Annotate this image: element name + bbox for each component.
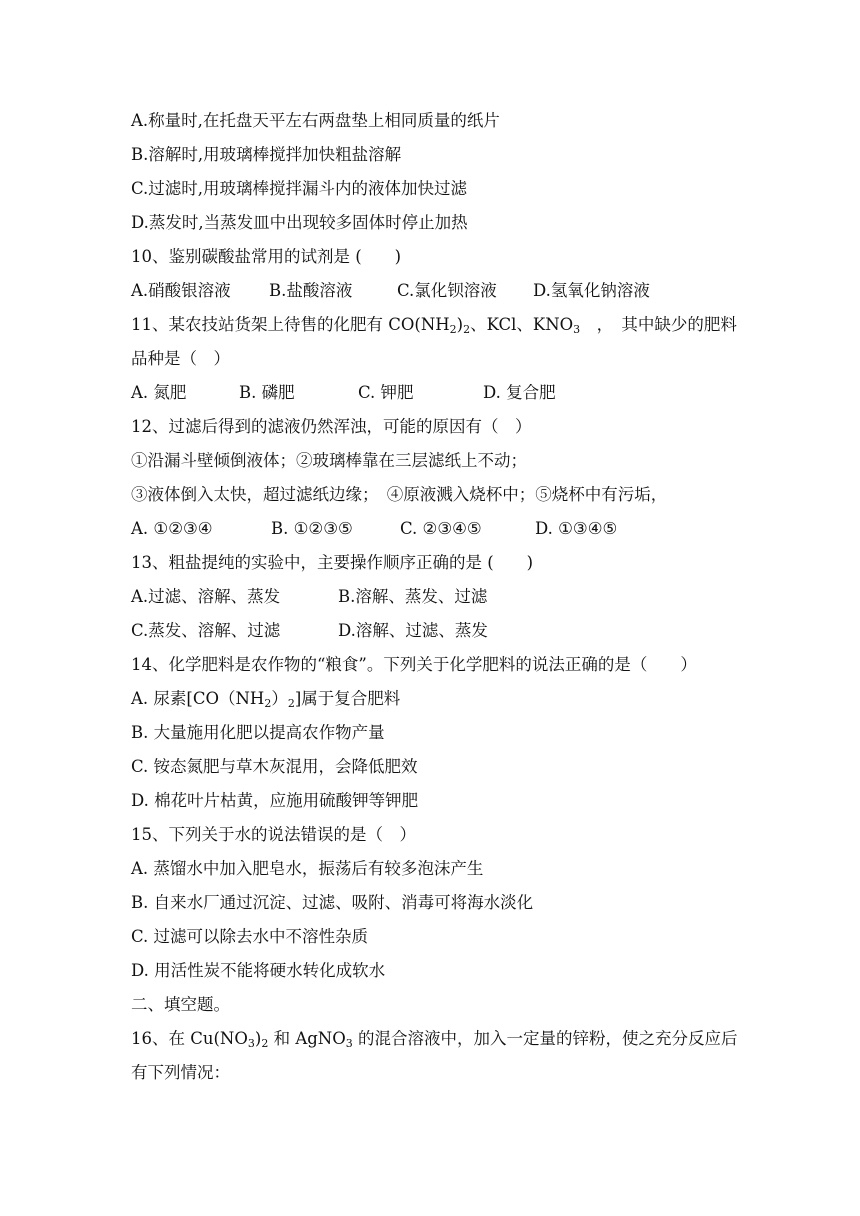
q11-option-d: D. 复合肥	[483, 383, 556, 402]
q11-options	[131, 383, 556, 403]
q12-statement-1: ①沿漏斗壁倾倒液体；②玻璃棒靠在三层滤纸上不动；	[131, 451, 527, 470]
q13-option-c: C.蒸发、溶解、过滤	[131, 621, 281, 640]
q15-option-c: C. 过滤可以除去水中不溶性杂质	[131, 927, 369, 946]
q15-option-b: B. 自来水厂通过沉淀、过滤、吸附、消毒可将海水淡化	[131, 893, 534, 912]
q12-option-c: C. ②③④⑤	[400, 519, 482, 538]
q10-option-d: D.氢氧化钠溶液	[533, 281, 650, 300]
q11-option-a: A. 氮肥	[131, 383, 187, 402]
q11-stem: 11、某农技站货架上待售的化肥有 $CO(NH_2)_2$、KCl、$KNO_3$ ， 其中缺少的肥料	[131, 315, 737, 336]
q15-option-a: A. 蒸馏水中加入肥皂水，振荡后有较多泡沫产生	[131, 859, 484, 878]
q13-options-row2	[131, 621, 488, 641]
q14-option-b: B. 大量施用化肥以提高农作物产量	[131, 723, 385, 742]
q13-option-d: D.溶解、过滤、蒸发	[338, 621, 488, 640]
q14-option-c: C. 铵态氮肥与草木灰混用，会降低肥效	[131, 757, 418, 776]
section-heading-fill-in: 二、填空题。	[131, 995, 230, 1014]
q9-option-b: B.溶解时,用玻璃棒搅拌加快粗盐溶解	[131, 145, 402, 164]
q12-stem: 12、过滤后得到的滤液仍然浑浊，可能的原因有（ ）	[131, 417, 532, 436]
q14-stem: 14、化学肥料是农作物的“粮食”。下列关于化学肥料的说法正确的是（ ）	[131, 655, 697, 674]
q14-option-a: A. 尿素$[CO(NH_2)_2]$属于复合肥料	[131, 689, 401, 710]
q16-stem: 16、在 $Cu(NO_3)_2$ 和 AgNO$_3$ 的混合溶液中，加入一定量的锌粉，使之充分反应后	[131, 1029, 738, 1050]
q11-option-c: C. 钾肥	[358, 383, 414, 402]
q16-stem-continued: 有下列情况：	[131, 1063, 230, 1082]
q13-options-row1	[131, 587, 487, 607]
q10-option-b: B.盐酸溶液	[269, 281, 353, 300]
q10-option-a: A.硝酸银溶液	[131, 281, 231, 300]
q12-options	[131, 519, 617, 539]
q14-option-d: D. 棉花叶片枯黄，应施用硫酸钾等钾肥	[131, 791, 419, 810]
q13-stem: 13、粗盐提纯的实验中，主要操作顺序正确的是 ( )	[131, 553, 534, 572]
q10-options	[131, 281, 650, 301]
q9-option-d: D.蒸发时,当蒸发皿中出现较多固体时停止加热	[131, 213, 468, 232]
q12-option-b: B. ①②③⑤	[271, 519, 353, 538]
q10-stem: 10、鉴别碳酸盐常用的试剂是 ( )	[131, 247, 402, 266]
q12-option-d: D. ①③④⑤	[535, 519, 618, 538]
q11-option-b: B. 磷肥	[239, 383, 295, 402]
q12-option-a: A. ①②③④	[131, 519, 213, 538]
q13-option-b: B.溶解、蒸发、过滤	[338, 587, 488, 606]
q9-option-a: A.称量时,在托盘天平左右两盘垫上相同质量的纸片	[131, 111, 500, 130]
q15-stem: 15、下列关于水的说法错误的是（ ）	[131, 825, 416, 844]
q12-statement-2: ③液体倒入太快，超过滤纸边缘； ④原液溅入烧杯中；⑤烧杯中有污垢，	[131, 485, 668, 504]
q10-option-c: C.氯化钡溶液	[397, 281, 497, 300]
q13-option-a: A.过滤、溶解、蒸发	[131, 587, 281, 606]
q15-option-d: D. 用活性炭不能将硬水转化成软水	[131, 961, 386, 980]
q9-option-c: C.过滤时,用玻璃棒搅拌漏斗内的液体加快过滤	[131, 179, 468, 198]
q11-stem-continued: 品种是（ ）	[131, 349, 230, 368]
